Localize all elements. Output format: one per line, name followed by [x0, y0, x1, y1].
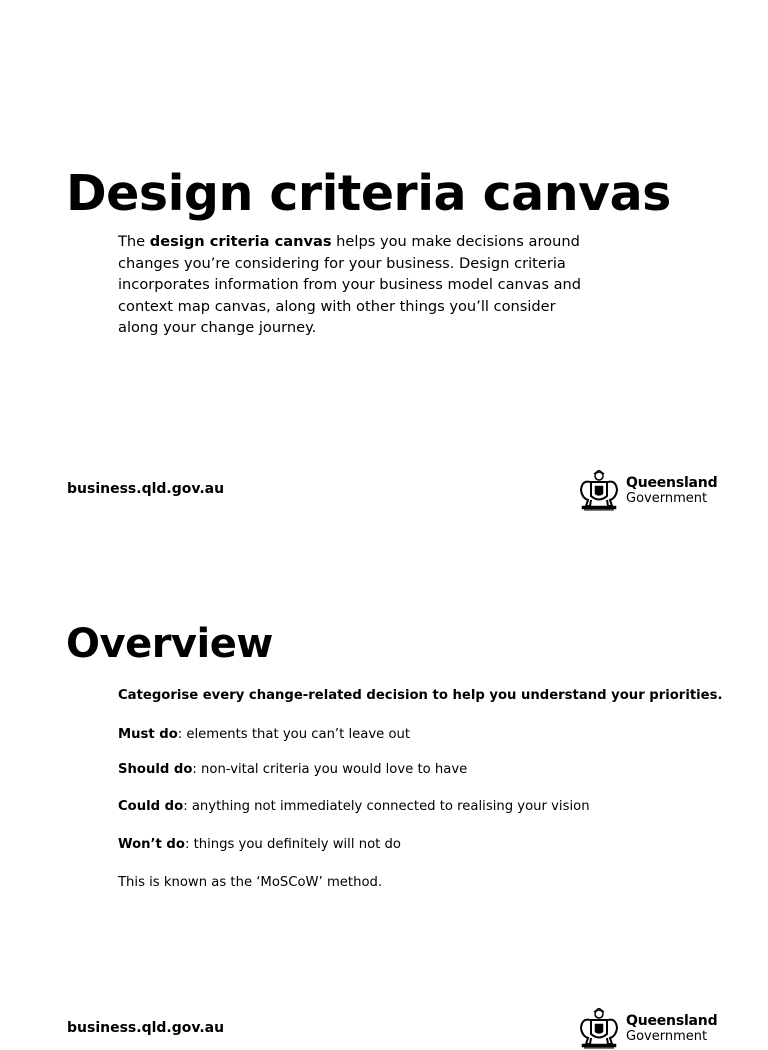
moscow-item-could	[118, 799, 590, 814]
intro-suffix: helps you make decisions around changes you’re considering for your business. Design criteria incorporates information from your business model canvas and context map canvas, along with other things you’ll consider along your change journey.	[118, 233, 582, 337]
footer-url[interactable]: business.qld.gov.au	[67, 1020, 225, 1036]
intro-prefix: The	[118, 233, 150, 250]
moscow-term: Should do	[118, 762, 193, 777]
page-overview	[0, 560, 768, 1044]
overview-lead-text: Categorise every change-related decision to help you understand your priorities.	[118, 688, 723, 703]
moscow-text: : non-vital criteria you would love to have	[192, 762, 468, 777]
moscow-text: : elements that you can’t leave out	[177, 727, 411, 742]
moscow-note: This is known as the ‘MoSCoW’ method.	[118, 875, 383, 890]
queensland-government-logo	[578, 1008, 717, 1050]
moscow-term: Won’t do	[118, 837, 185, 852]
intro-paragraph	[118, 231, 588, 339]
moscow-item-must	[118, 727, 410, 742]
page-title: Design criteria canvas	[66, 165, 671, 222]
logo-name: Queensland	[626, 475, 718, 491]
footer-url[interactable]: business.qld.gov.au	[67, 481, 225, 497]
logo-sub: Government	[626, 1029, 708, 1044]
logo-name: Queensland	[626, 1013, 718, 1029]
moscow-item-should	[118, 762, 467, 777]
coat-of-arms-icon	[578, 470, 620, 512]
overview-title: Overview	[66, 621, 273, 667]
moscow-text: : anything not immediately connected to realising your vision	[183, 799, 590, 814]
overview-lead	[118, 688, 722, 703]
moscow-item-wont	[118, 837, 401, 852]
intro-bold-term: design criteria canvas	[149, 233, 332, 250]
coat-of-arms-icon	[578, 1008, 620, 1050]
moscow-term: Must do	[118, 727, 178, 742]
queensland-government-logo	[578, 470, 717, 512]
logo-sub: Government	[626, 491, 708, 506]
moscow-text: : things you definitely will not do	[184, 837, 401, 852]
moscow-term: Could do	[118, 799, 184, 814]
